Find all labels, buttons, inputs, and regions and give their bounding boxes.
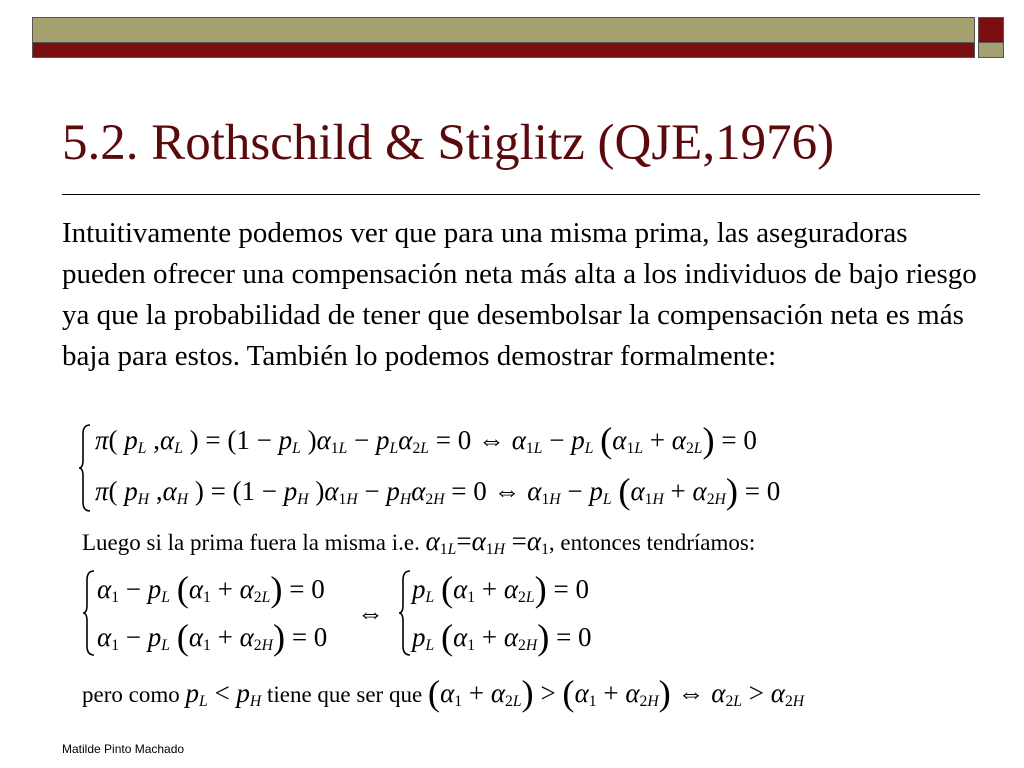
equation-system2-left-2: $\alpha_1 - p_L$ $(\alpha_1 + \alpha_{2H}) = 0$ bbox=[97, 616, 328, 657]
equivalence-arrow: ⇔ bbox=[357, 598, 384, 628]
luego-line bbox=[82, 526, 756, 558]
risk-inequality: $p_L < p_H$ bbox=[185, 678, 262, 710]
header-red-square bbox=[978, 17, 1004, 43]
slide-title: 5.2. Rothschild & Stiglitz (QJE,1976) bbox=[62, 115, 835, 171]
equation-system2-right-1: $p_L$ $(\alpha_1 + \alpha_{2L}) = 0$ bbox=[412, 568, 589, 609]
entonces-text: , entonces tendríamos: bbox=[548, 530, 756, 555]
header-olive-square bbox=[978, 43, 1004, 58]
title-underline bbox=[62, 194, 980, 195]
pero-line bbox=[82, 672, 805, 713]
header-red-bar bbox=[32, 43, 975, 58]
equation-system2-right-2: $p_L$ $(\alpha_1 + \alpha_{2H}) = 0$ bbox=[412, 616, 592, 657]
conclusion-inequality: $(\alpha_1 + \alpha_{2L}) > (\alpha_1 + \alpha_{2H})$ ⇔ $\alpha_{2L} > \alpha_{2H}$ bbox=[427, 672, 805, 713]
equation-system2-left-1: $\alpha_1 - p_L$ $(\alpha_1 + \alpha_{2L}) = 0$ bbox=[97, 568, 325, 609]
tiene-text: tiene que ser que bbox=[266, 682, 423, 707]
right-brace-system-2 bbox=[398, 570, 412, 656]
left-brace-system-2 bbox=[82, 570, 96, 656]
left-brace-system-1 bbox=[78, 424, 92, 512]
pero-text: pero como bbox=[82, 682, 180, 707]
footer-author: Matilde Pinto Machado bbox=[62, 742, 185, 756]
equal-premium-condition: $\alpha_{1L}=\alpha_{1H} =\alpha_1$ bbox=[425, 526, 549, 558]
header-olive-bar bbox=[32, 17, 975, 43]
equation-high-risk-profit: π( $p_H$ $,\alpha_H$ ) = ($1 - p_H$ )$\alpha_{1H} - p_H\alpha_{2H} = 0$ ⇔ $\alpha_{1H} - p_L$ $(\alpha_{1H} + \alpha_{2H}) = 0$ bbox=[95, 470, 781, 511]
equation-low-risk-profit: π( $p_L$ $,\alpha_L$ ) = ($1 - p_L$ )$\alpha_{1L} - p_L\alpha_{2L} = 0$ ⇔ $\alpha_{1L} - p_L$ $(\alpha_{1L} + \alpha_{2L}) = 0$ bbox=[95, 419, 757, 460]
intro-paragraph: Intuitivamente podemos ver que para una misma prima, las aseguradoras pueden ofrecer una compensación neta más alta a los individuos de bajo riesgo ya que la probabilidad de tener que desembolsar la compensación neta es más baja para estos. También lo podemos demostrar formalmente: bbox=[62, 217, 977, 372]
luego-text: Luego si la prima fuera la misma i.e. bbox=[82, 530, 420, 555]
